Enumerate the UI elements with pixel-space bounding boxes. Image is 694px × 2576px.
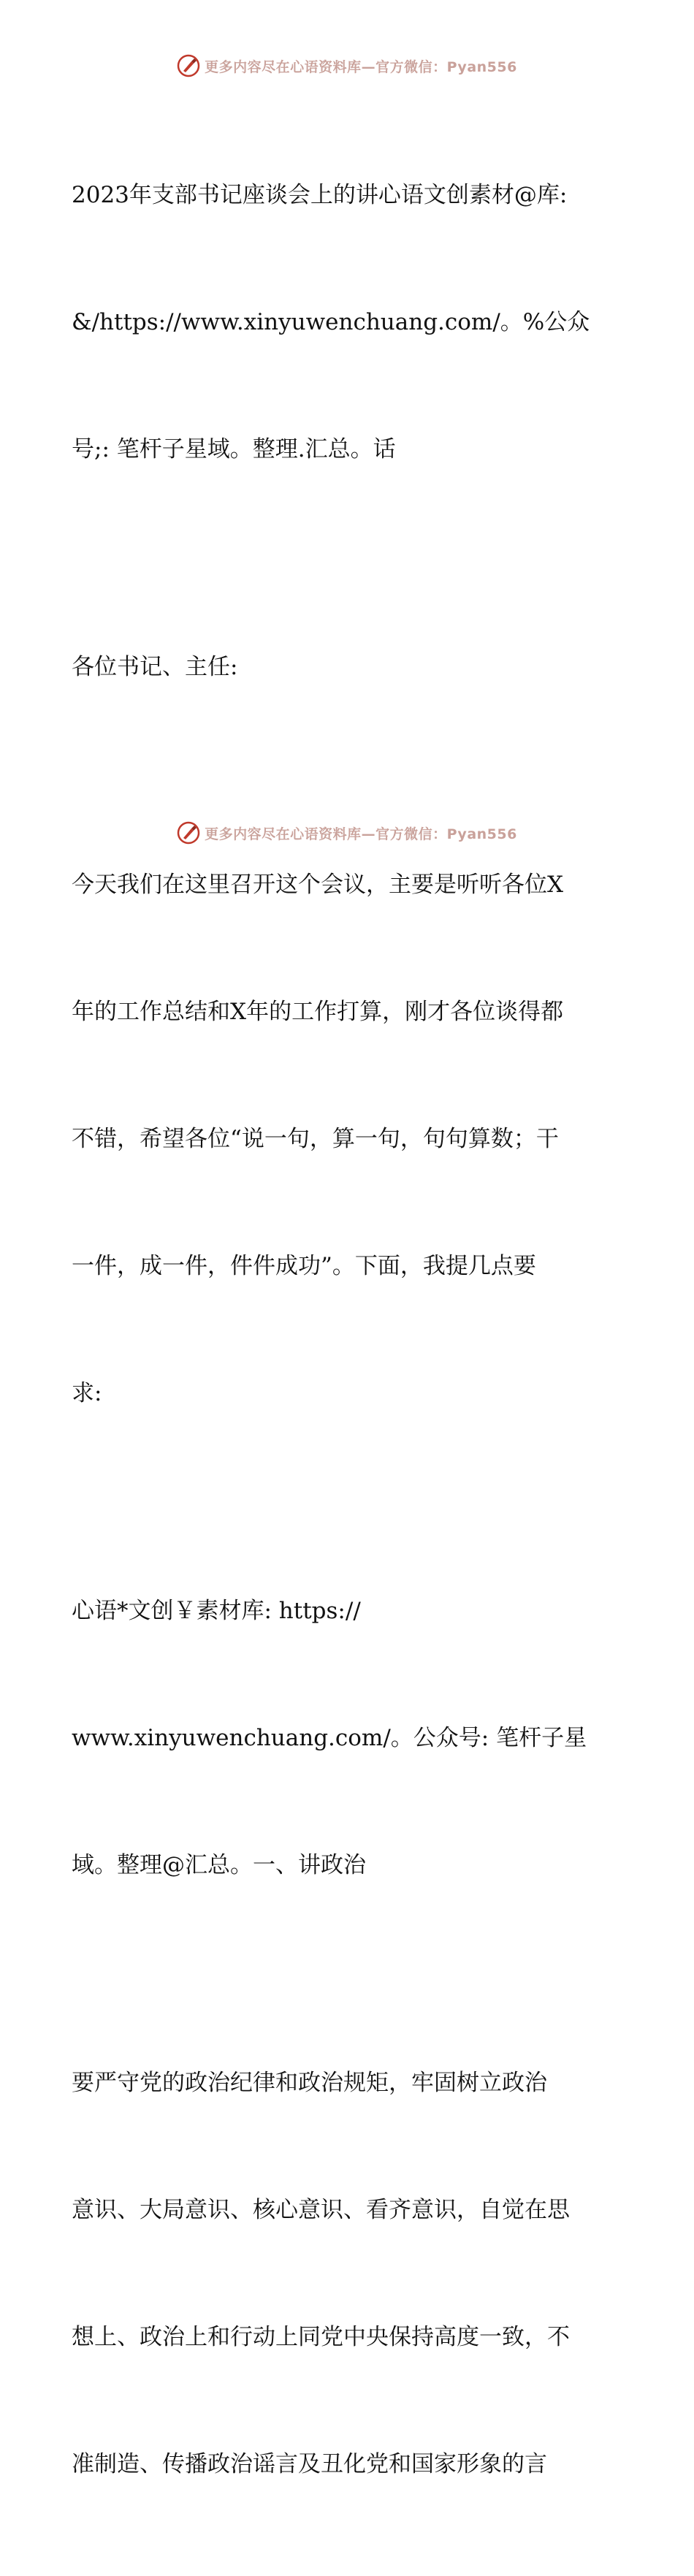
- banner-text: 更多内容尽在心语资料库—官方微信：Pyan556: [205, 58, 517, 75]
- text-line: 意识、大局意识、核心意识、看齐意识，自觉在思: [72, 2197, 570, 2223]
- text-line: 一件，成一件，件件成功”。下面，我提几点要: [72, 1253, 536, 1279]
- text-line: 准制造、传播政治谣言及丑化党和国家形象的言: [72, 2451, 547, 2477]
- text-line: 求:: [72, 1380, 102, 1406]
- text-line: 想上、政治上和行动上同党中央保持高度一致，不: [72, 2324, 570, 2350]
- paragraph-politics: [72, 1977, 627, 2570]
- text-line: 各位书记、主任:: [72, 654, 238, 680]
- banner-text: 更多内容尽在心语资料库—官方微信：Pyan556: [205, 826, 517, 842]
- document-body: [72, 89, 627, 2576]
- text-line: 2023年支部书记座谈会上的讲心语文创素材@库:: [72, 182, 568, 208]
- text-line: 号;: 笔杆子星域。整理.汇总。话: [72, 436, 396, 462]
- text-line: &/https://www.xinyuwenchuang.com/。%公众: [72, 309, 590, 335]
- pen-logo-icon: [177, 821, 200, 845]
- header-watermark: [0, 51, 694, 80]
- footer-watermark: [0, 818, 694, 847]
- pen-logo-icon: [177, 54, 200, 77]
- text-line: 不错，希望各位“说一句，算一句，句句算数；干: [72, 1126, 559, 1152]
- text-line: 年的工作总结和X年的工作打算，刚才各位谈得都: [72, 999, 564, 1025]
- paragraph-title: [72, 89, 627, 555]
- paragraph-source-note: [72, 1505, 627, 1971]
- paragraph-salutation: [72, 561, 627, 773]
- paragraph-intro: [72, 779, 627, 1499]
- text-line: 今天我们在这里召开这个会议，主要是听听各位X: [72, 872, 564, 898]
- text-line: 心语*文创￥素材库: https://: [72, 1598, 361, 1624]
- text-line: www.xinyuwenchuang.com/。公众号: 笔杆子星: [72, 1725, 587, 1751]
- text-line: 要严守党的政治纪律和政治规矩，牢固树立政治: [72, 2070, 547, 2096]
- text-line: 域。整理@汇总。一、讲政治: [72, 1852, 366, 1878]
